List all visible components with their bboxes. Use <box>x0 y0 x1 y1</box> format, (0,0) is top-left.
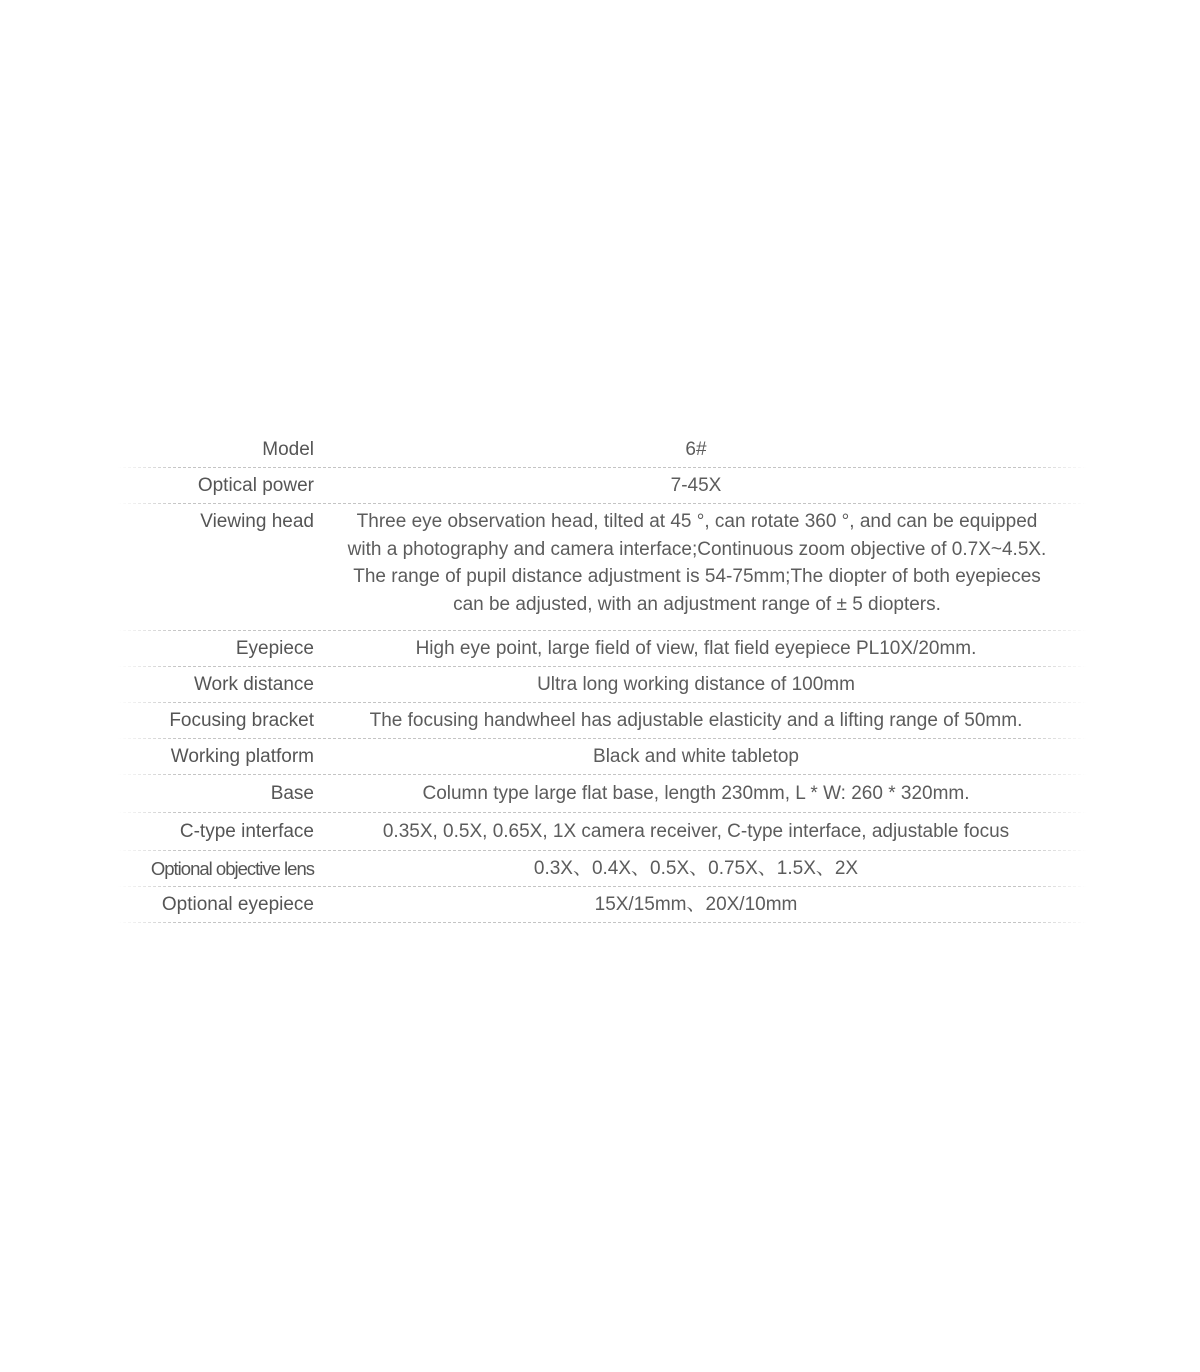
spec-row-model <box>118 432 1086 468</box>
spec-value: 6# <box>685 439 707 460</box>
spec-row-optical-power <box>118 468 1086 504</box>
spec-label: Working platform <box>170 746 314 767</box>
spec-value: 0.35X, 0.5X, 0.65X, 1X camera receiver, C-type interface, adjustable focus <box>382 821 1010 842</box>
spec-value: Column type large flat base, length 230mm, L * W: 260 * 320mm. <box>422 783 970 804</box>
spec-value: 7-45X <box>670 475 722 496</box>
spec-label: Eyepiece <box>235 638 314 659</box>
spec-label: Optical power <box>197 475 314 496</box>
spec-value: The focusing handwheel has adjustable elasticity and a lifting range of 50mm. <box>369 710 1023 731</box>
spec-label: Focusing bracket <box>169 710 314 731</box>
spec-label: Work distance <box>193 674 314 695</box>
spec-label: C-type interface <box>179 821 314 842</box>
spec-label: Optional eyepiece <box>161 894 314 915</box>
spec-value: Ultra long working distance of 100mm <box>537 674 855 695</box>
spec-value: 0.3X、0.4X、0.5X、0.75X、1.5X、2X <box>533 858 859 879</box>
spec-row-work-distance <box>118 667 1086 703</box>
spec-row-focusing-bracket <box>118 703 1086 739</box>
spec-label: Base <box>270 783 314 804</box>
spec-value: High eye point, large field of view, flat field eyepiece PL10X/20mm. <box>415 638 977 659</box>
spec-row-viewing-head <box>118 504 1086 631</box>
spec-value: Three eye observation head, tilted at 45 °, can rotate 360 °, and can be equipped with a photography and camera interface;Continuous zoom objective of 0.7X~4.5X. The range of pupil distance adjustment is 54-75mm;The diopter of both eyepieces can be adjusted, with an adjustment range of ± 5 diopters. <box>347 511 1047 615</box>
spec-row-working-platform <box>118 739 1086 775</box>
spec-value: 15X/15mm、20X/10mm <box>594 894 798 915</box>
spec-table <box>118 432 1086 923</box>
spec-row-base <box>118 775 1086 813</box>
spec-label: Optional objective lens <box>150 858 314 879</box>
spec-row-c-type-interface <box>118 813 1086 851</box>
spec-value: Black and white tabletop <box>593 746 799 767</box>
spec-label: Viewing head <box>200 511 314 532</box>
spec-row-optional-eyepiece <box>118 887 1086 923</box>
spec-label: Model <box>262 439 314 460</box>
spec-row-optional-objective-lens <box>118 851 1086 887</box>
spec-row-eyepiece <box>118 631 1086 667</box>
